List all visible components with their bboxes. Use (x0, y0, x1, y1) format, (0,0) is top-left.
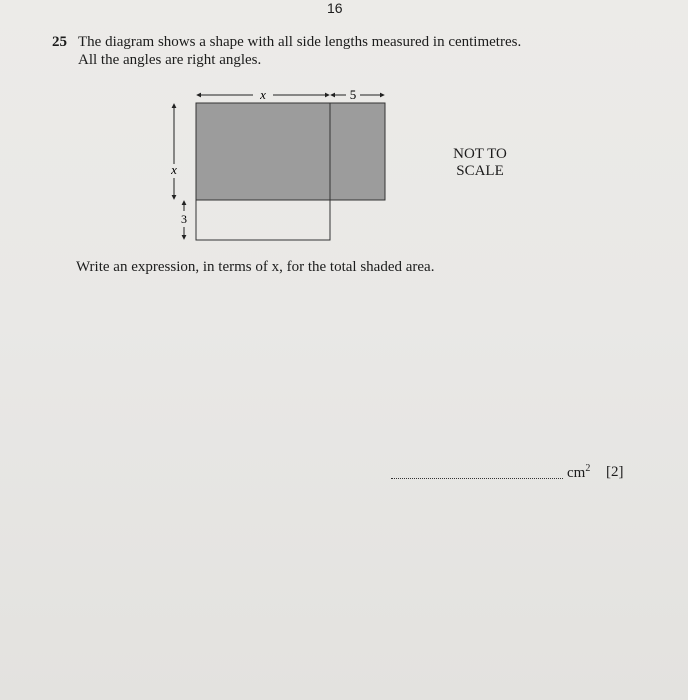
shape-diagram (160, 80, 400, 250)
unit-power: 2 (585, 463, 591, 474)
note-line-1: NOT TO (453, 146, 507, 162)
label-3: 3 (181, 212, 187, 226)
question-prompt: Write an expression, in terms of x, for the total shaded area. (76, 259, 435, 275)
marks-label: [2] (606, 464, 624, 480)
answer-unit (567, 463, 590, 482)
label-5: 5 (349, 87, 357, 102)
label-x-left: x (171, 162, 177, 177)
unshaded-region (196, 200, 330, 240)
note-line-2: SCALE (456, 163, 504, 179)
page-number: 16 (327, 0, 343, 16)
question-text-2: All the angles are right angles. (78, 52, 262, 68)
question-number: 25 (52, 34, 67, 50)
unit-text: cm (567, 465, 586, 481)
label-x-top: x (260, 87, 266, 102)
question-text-1: The diagram shows a shape with all side lengths measured in centimetres. (78, 34, 522, 50)
answer-line[interactable] (391, 478, 563, 479)
not-to-scale-note (440, 146, 520, 180)
question-line-1 (52, 33, 521, 51)
question-25 (52, 33, 521, 69)
shaded-region (196, 103, 385, 200)
